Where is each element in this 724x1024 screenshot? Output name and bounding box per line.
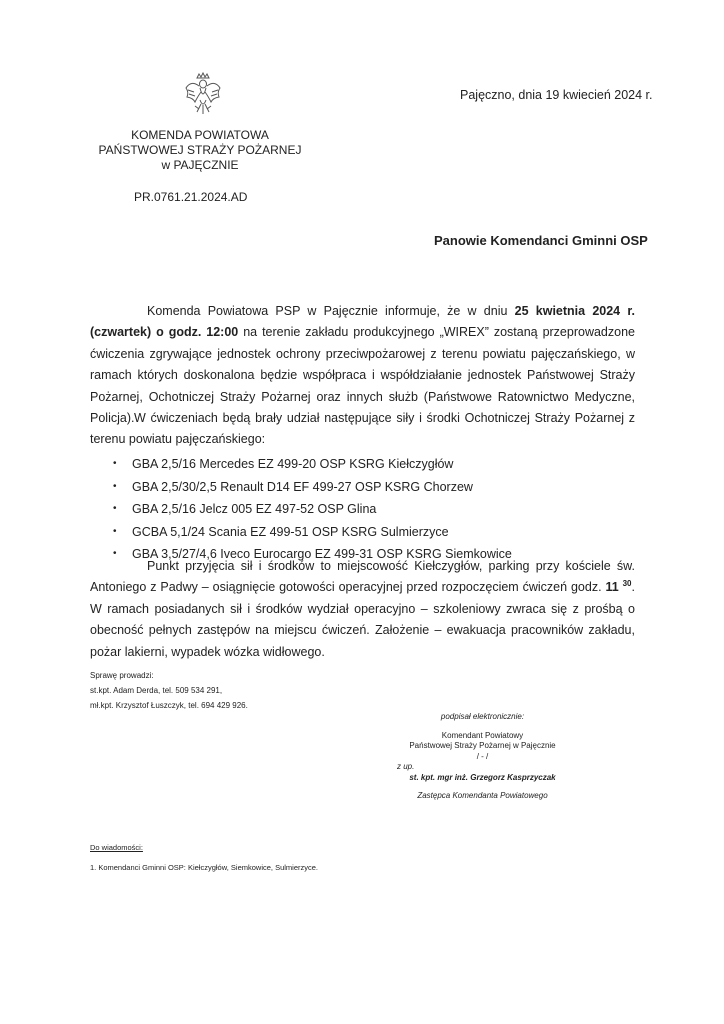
paragraph-3-text-b: . W ramach posiadanych sił i środków wydział operacyjno – szkoleniowy zwraca się z prośbą o obecność pełnych zastępów na miejscu ćwiczeń. Założenie – ewakuacja pracowników zakładu, pożar lakierni, wypadek wózka widłowego. [90,580,635,659]
issuer-line-1: KOMENDA POWIATOWA [131,128,269,142]
issuer-header [90,128,310,173]
exercise-date-time: 25 kwietnia 2024 r. (czwartek) o godz. 12:00 [90,304,635,340]
issuer-line-2: PAŃSTWOWEJ STRAŻY POŻARNEJ [98,143,302,157]
paragraph-2-text: W ćwiczeniach będą brały udział następujące siły i środki Ochotniczej Straży Pożarnej z terenu powiatu pajęczańskiego: [90,411,635,447]
distribution-list [90,838,318,878]
paragraph-participants [90,408,635,451]
issuer-line-3: w PAJĘCZNIE [161,158,239,172]
list-item: • GCBA 5,1/24 Scania EZ 499-51 OSP KSRG Sulmierzyce [113,521,512,544]
paragraph-1-text-b: na terenie zakładu produkcyjnego „WIREX” zostaną przeprowadzone ćwiczenia zgrywające jednostek ochrony przeciwpożarowej z terenu powiatu pajęczańskiego, w ramach których doskonalona będzie współpraca i współdziałanie jednostek Państwowej Straży Pożarnej, Ochotniczej Straży Pożarnej oraz innych służb (Państwowe Ratownictwo Medyczne, Policja). [90,325,635,426]
signatory-title-2: Państwowej Straży Pożarnej w Pajęcznie [409,741,556,750]
paragraph-3-text-a: Punkt przyjęcia sił i środków to miejscowość Kiełczygłów, parking przy kościele św. Antoniego z Padwy – osiągnięcie gotowości operacyjnej przed rozpoczęciem ćwiczeń godz. [90,559,635,595]
signatory-name: st. kpt. mgr inż. Grzegorz Kasprzyczak [409,772,556,782]
signature-placeholder: / - / [476,751,489,761]
paragraph-assembly-point [90,556,635,663]
document-date: Pajęczno, dnia 19 kwiecień 2024 r. [460,88,653,102]
reference-number: PR.0761.21.2024.AD [134,190,248,204]
on-behalf-note: z up. [397,762,415,771]
list-item: • GBA 2,5/16 Mercedes EZ 499-20 OSP KSRG Kiełczygłów [113,453,512,476]
signature-block [395,712,570,802]
case-officers [90,668,248,713]
list-item: • GBA 3,5/27/4,6 Iveco Eurocargo EZ 499-31 OSP KSRG Siemkowice [113,543,512,566]
case-officer-1: st.kpt. Adam Derda, tel. 509 534 291, [90,686,223,695]
signatory-role: Zastępca Komendanta Powiatowego [417,791,548,800]
signatory-title-1: Komendant Powiatowy [441,730,524,740]
list-item: • GBA 2,5/16 Jelcz 005 EZ 497-52 OSP Glina [113,498,512,521]
signed-electronically-note: podpisał elektronicznie: [440,712,525,721]
distribution-label: Do wiadomości: [90,843,143,852]
units-list [113,453,512,566]
addressee: Panowie Komendanci Gminni OSP [434,233,648,248]
distribution-item: 1. Komendanci Gminni OSP: Kiełczygłów, Siemkowice, Sulmierzyce. [90,863,319,872]
readiness-hour: 11 [605,580,619,595]
eagle-emblem-icon [183,70,223,116]
case-officers-label: Sprawę prowadzi: [90,671,154,680]
list-item: • GBA 2,5/30/2,5 Renault D14 EF 499-27 OSP KSRG Chorzew [113,476,512,499]
case-officer-2: mł.kpt. Krzysztof Łuszczyk, tel. 694 429 926. [90,701,248,710]
readiness-minutes: 30 [622,579,632,589]
paragraph-1-text-a: Komenda Powiatowa PSP w Pajęcznie informuje, że w dniu [147,304,515,318]
